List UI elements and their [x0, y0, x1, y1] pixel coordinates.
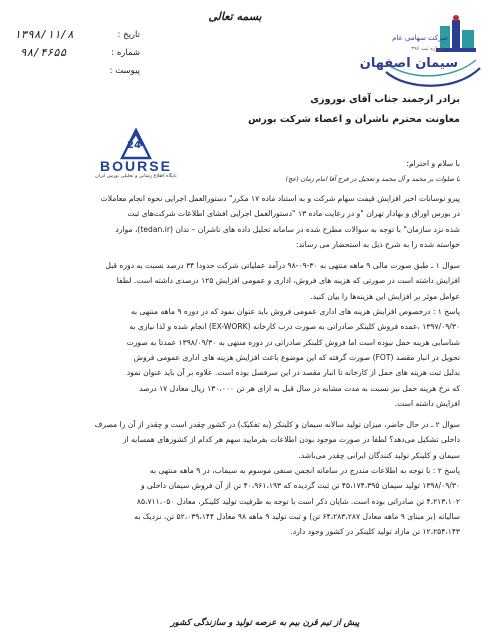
salutation-handwritten: با صلوات بر محمد و آل محمد و تعجیل در فرج آقا امام زمان (عج): [285, 175, 460, 183]
body-line: پاسخ ۱ : درخصوص افزایش هزینه های اداری عمومی فروش باید عنوان نمود که در دوره ۹ ماهه منتهی به: [130, 307, 460, 317]
address-line-2: معاونت محترم ناشران و اعضاء شرکت بورس: [248, 114, 460, 125]
body-line: سوال ۱ ـ طبق صورت مالی ۹ ماهه منتهی به ۳۰-۰۹-۹۸ درآمد عملیاتی شرکت حدودا ۳۴ درصد نسبت به دوره قبل: [105, 261, 460, 271]
letter-body: [16, 191, 460, 540]
body-line: ۱۳۹۸/۰۹/۳۰ تولید سیمان ۴۵،۱۷۴،۳۹۵ تن ثبت گردیده که ۴۰،۹۶۱،۱۹۳ تن از آن فروش سیمان داخلی و: [140, 481, 460, 491]
body-line: سالیانه (بر مبنای ۹ ماهه معادل ۶۴،۲۸۳،۲۸۷ تن) و ثبت تولید ۹ ماهه ۹۸ معادل ۵۲،۰۳۹،۱۴۴ تن، نزدیک به: [134, 511, 460, 521]
body-line: بدلیل ثبت هزینه های حمل از کارخانه تا انبار مقصد در این سرفصل بوده است. علاوه بر آن باید عنوان نمود: [126, 368, 460, 378]
body-line: افزایش داشته است.: [394, 398, 460, 408]
body-line: خواسته شده را به شرح ذیل به استحضار می رساند:: [296, 239, 460, 249]
date-value: ۱۳۹۸/۱۱/۸: [14, 28, 74, 41]
date-label: تاریخ :: [117, 30, 140, 40]
body-line: تحویل در انبار مقصد (FOT) صورت گرفته که این موضوع باعث افزایش هزینه های اداری عمومی فروش: [133, 352, 460, 362]
bourse-caption: پایگاه اطلاع رسانی و تحلیلی بورس ایران: [95, 174, 177, 179]
body-line: که نرخ هزینه حمل نیز نسبت به مدت مشابه در سال قبل به ازای هر تن ۱۳۰،۰۰۰ ریال معادل ۱۷ درصد: [139, 383, 460, 393]
body-line: پاسخ ۲ : با توجه به اطلاعات مندرج در سامانه انجمن صنفی موسوم به سیماب، در ۹ ماهه منتهی به: [149, 466, 460, 476]
body-line: ۱۳۹۷/۰۹/۳۰ ،عمده فروش کلینکر صادراتی به صورت درب کارخانه (EX-WORK) انجام شده و لذا نیازی به: [129, 322, 460, 332]
number-value: ۹۸/۴۶۵۵: [20, 46, 67, 59]
body-line: داخلی تشکیل می‌دهد؟ لطفا در صورت موجود بودن اطلاعات بفرمایید سهم هر کدام از کشورهای همسایه از: [122, 435, 460, 445]
attachment-label: پیوست :: [109, 66, 140, 76]
body-line: افزایش داشته است در صورتی که هزینه های فروش، اداری و عمومی افزایش ۱۲۵ درصدی داشته است. لطفا: [116, 276, 460, 286]
company-subtitle: شرکت سهامی عام: [392, 34, 448, 42]
body-line: پیرو نوسانات اخیر افزایش قیمت سهام شرکت و به استناد ماده ۱۷ مکرر" دستورالعمل اجرایی نحوه انجام معاملات: [100, 194, 460, 203]
body-line: ۴،۲۱۳،۱۰۲ تن صادراتی بوده است. شایان ذکر است با توجه به ظرفیت تولید کلینکر، معادل ۸۵،۷۱۱،۰۵۰: [136, 496, 460, 506]
company-reg: شماره ثبت ۳۹۶: [411, 46, 444, 52]
company-logo: [359, 12, 488, 90]
salutation-line: با سلام و احترام؛: [406, 159, 460, 168]
number-label: شماره :: [111, 48, 140, 58]
bourse-number: 24: [127, 140, 141, 151]
meta-block: [14, 30, 140, 80]
address-line-1: برادر ارجمند جناب آقای نوروزی: [310, 94, 460, 105]
body-line: شناسایی هزینه حمل نبوده است اما فروش کلینکر صادراتی در دوره منتهی به ۱۳۹۸/۰۹/۳۰ عمدتا به صورت: [126, 337, 460, 347]
invocation-text: بسمه تعالی: [208, 10, 262, 23]
body-line: سوال ۲ ـ در حال حاضر، میزان تولید سالانه سیمان و کلینکر (به تفکیک) در کشور چقدر است و چقدر از آن را مصرف: [94, 420, 460, 430]
body-line: سیمان و کلینکر تولید کنندگان ایرانی چقدر می‌باشد.: [298, 450, 460, 460]
body-line: عوامل موثر بر افزایش این هزینه‌ها را بیان کنید.: [310, 291, 460, 301]
body-line: شده نزد سازمان" با توجه به سوالات مطرح شده در سامانه تحلیل داده های ناشران – تدان (tedan.ir)، موارد: [115, 224, 460, 234]
body-line: در بورس اوراق و بهادار تهران "و در رعایت ماده ۱۳ "دستورالعمل اجرایی افشای اطلاعات شرکت‌های ثبت: [127, 209, 460, 219]
footer-slogan: پیش از تیم قرن بیم به عرصه تولید و سازندگی کشور: [170, 618, 360, 628]
bourse-word: BOURSE: [100, 158, 172, 174]
company-name: سیمان اصفهان: [359, 56, 458, 71]
body-line: ۱۲،۲۵۴،۱۴۳ تن مازاد تولید کلینکر در کشور وجود دارد.: [290, 527, 460, 537]
